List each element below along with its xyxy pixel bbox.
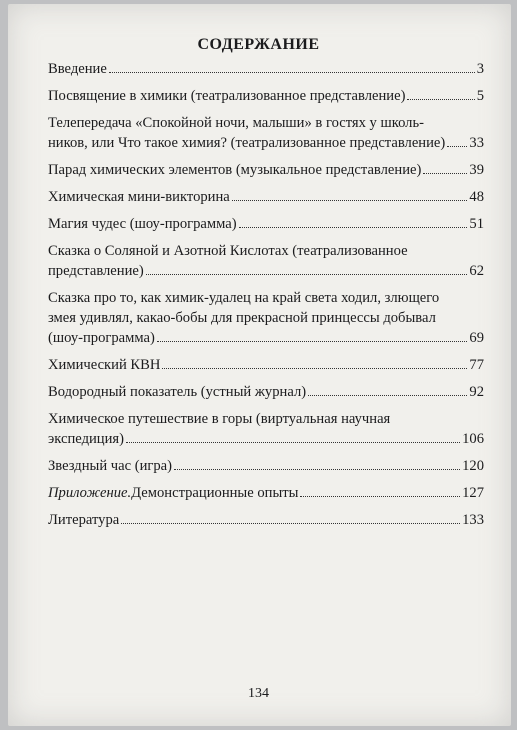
leader-dots	[162, 368, 467, 369]
toc-entry-page: 120	[462, 458, 484, 474]
toc-entry-title: Сказка про то, как химик-удалец на край света ходил, злющего	[48, 290, 440, 306]
toc-entry-page: 77	[469, 357, 484, 373]
toc-entry-line	[48, 308, 484, 328]
toc-entry-title: экспедиция)	[48, 431, 124, 447]
leader-dots	[308, 395, 467, 396]
toc-entry-line	[48, 382, 484, 402]
toc-entry-title: Химическая мини-викторина	[48, 189, 230, 205]
toc-entry-line	[48, 59, 484, 79]
toc-entry	[48, 86, 484, 106]
toc-entry	[48, 59, 484, 79]
toc-entry-title: представление)	[48, 263, 144, 279]
toc-entry-line	[48, 261, 484, 281]
toc-entry-page: 106	[462, 431, 484, 447]
toc-entry-line	[48, 187, 484, 207]
toc-entry	[48, 288, 484, 348]
toc-entry-line	[48, 288, 484, 308]
toc-entry-italic-label: Приложение.	[48, 485, 132, 501]
toc-entry	[48, 214, 484, 234]
leader-dots	[423, 173, 467, 174]
leader-dots	[121, 523, 460, 524]
leader-dots	[300, 496, 460, 497]
toc-entry-page: 3	[476, 61, 484, 77]
toc-entry-line	[48, 483, 484, 503]
toc-entry-title: ников, или Что такое химия? (театрализованное представление)	[48, 135, 446, 151]
leader-dots	[174, 469, 460, 470]
leader-dots	[109, 72, 475, 73]
leader-dots	[407, 99, 474, 100]
toc-entry-page: 133	[462, 512, 484, 528]
toc-entry-line	[48, 86, 484, 106]
toc-entry	[48, 355, 484, 375]
toc-entry-page: 127	[462, 485, 484, 501]
leader-dots	[232, 200, 468, 201]
toc-entry-line	[48, 214, 484, 234]
toc-entry	[48, 160, 484, 180]
toc-entry	[48, 456, 484, 476]
toc-entry	[48, 113, 484, 153]
toc-entry	[48, 382, 484, 402]
page-title: СОДЕРЖАНИЕ	[197, 36, 320, 53]
toc-entry-page: 69	[469, 330, 484, 346]
toc-entry-line	[48, 456, 484, 476]
toc-entry-page: 5	[476, 88, 484, 104]
toc-entry-title: Звездный час (игра)	[48, 458, 173, 474]
toc-entry-title: Посвящение в химики (театрализованное представление)	[48, 88, 406, 104]
toc-entry-title: Введение	[48, 61, 107, 77]
toc-entry-line	[48, 355, 484, 375]
toc-entry-title: Химический КВН	[48, 357, 161, 373]
toc-entry-line	[48, 113, 484, 133]
toc-entry-page: 51	[469, 216, 484, 232]
table-of-contents	[48, 59, 484, 537]
toc-entry	[48, 483, 484, 503]
toc-entry	[48, 510, 484, 530]
toc-entry-title: Демонстрационные опыты	[131, 485, 299, 501]
leader-dots	[146, 274, 468, 275]
toc-entry-line	[48, 133, 484, 153]
toc-entry-page: 62	[469, 263, 484, 279]
toc-entry-title: Водородный показатель (устный журнал)	[48, 384, 307, 400]
toc-entry-line	[48, 160, 484, 180]
toc-entry	[48, 241, 484, 281]
leader-dots	[126, 442, 460, 443]
toc-entry-line	[48, 328, 484, 348]
toc-entry-title: Магия чудес (шоу-программа)	[48, 216, 237, 232]
toc-entry-title: Химическое путешествие в горы (виртуальная научная	[48, 411, 391, 427]
toc-entry-title: (шоу-программа)	[48, 330, 155, 346]
leader-dots	[157, 341, 468, 342]
toc-entry-title: Телепередача «Спокойной ночи, малыши» в гостях у школь-	[48, 115, 424, 131]
toc-entry-title: змея удивлял, какао-бобы для прекрасной принцессы добывал	[48, 310, 436, 326]
toc-entry	[48, 187, 484, 207]
toc-entry-page: 39	[469, 162, 484, 178]
toc-entry-line	[48, 510, 484, 530]
page-number: 134	[248, 686, 269, 701]
toc-entry-line	[48, 409, 484, 429]
toc-entry-title: Сказка о Соляной и Азотной Кислотах (театрализованное	[48, 243, 408, 259]
toc-entry-title: Парад химических элементов (музыкальное представление)	[48, 162, 422, 178]
toc-entry-title: Литература	[48, 512, 120, 528]
toc-entry	[48, 409, 484, 449]
leader-dots	[447, 146, 467, 147]
leader-dots	[239, 227, 468, 228]
toc-entry-page: 48	[469, 189, 484, 205]
toc-entry-page: 33	[469, 135, 484, 151]
toc-entry-page: 92	[469, 384, 484, 400]
toc-entry-line	[48, 429, 484, 449]
toc-entry-line	[48, 241, 484, 261]
